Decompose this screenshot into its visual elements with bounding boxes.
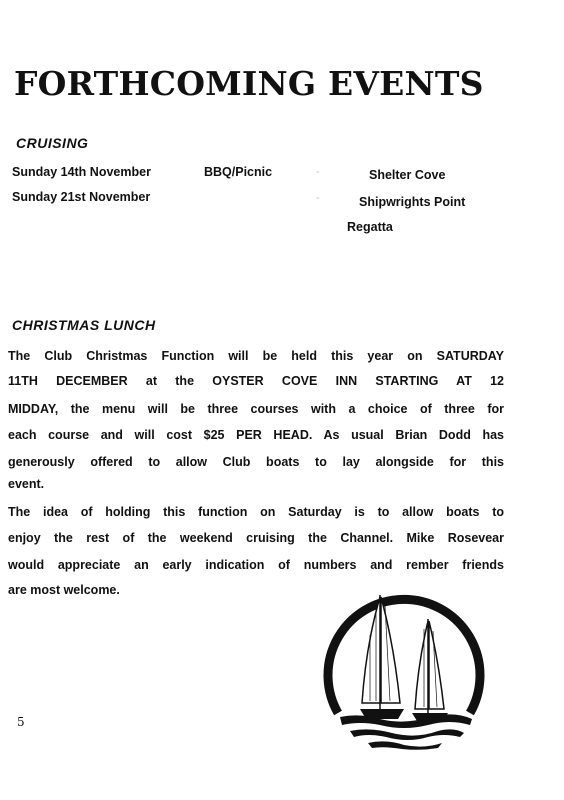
paragraph-line: would appreciate an early indication of numbers and rember friends xyxy=(8,558,504,572)
paragraph-line: The Club Christmas Function will be held this year on SATURDAY xyxy=(8,349,504,363)
event-name: BBQ/Picnic xyxy=(204,165,273,179)
paragraph-line: 11TH DECEMBER at the OYSTER COVE INN STARTING AT 12 xyxy=(8,374,504,388)
page-title: FORTHCOMING EVENTS xyxy=(14,64,484,103)
paragraph-line: MIDDAY, the menu will be three courses with a choice of three for xyxy=(8,402,504,416)
event-location: Shipwrights Point xyxy=(359,195,466,209)
paragraph-line: event. xyxy=(8,477,45,491)
page-number: 5 xyxy=(17,715,25,729)
sailboat-emblem xyxy=(320,585,488,753)
sailboat-right xyxy=(412,619,448,721)
paragraph-line: The idea of holding this function on Saturday is to allow boats to xyxy=(8,505,504,519)
event-date: Sunday 21st November xyxy=(12,190,151,204)
event-separator: - xyxy=(316,192,320,204)
waves xyxy=(340,714,472,749)
christmas-heading: CHRISTMAS LUNCH xyxy=(12,317,156,333)
paragraph-line: are most welcome. xyxy=(8,583,120,597)
event-separator: - xyxy=(316,166,320,178)
event-extra: Regatta xyxy=(347,220,393,234)
paragraph-line: enjoy the rest of the weekend cruising the Channel. Mike Rosevear xyxy=(8,531,504,545)
paragraph-line: generously offered to allow Club boats to lay alongside for this xyxy=(8,455,504,469)
event-date: Sunday 14th November xyxy=(12,165,151,179)
emblem-ring xyxy=(328,599,480,713)
event-location: Shelter Cove xyxy=(369,168,446,182)
paragraph-line: each course and will cost $25 PER HEAD. As usual Brian Dodd has xyxy=(8,428,504,442)
cruising-heading: CRUISING xyxy=(16,135,89,151)
